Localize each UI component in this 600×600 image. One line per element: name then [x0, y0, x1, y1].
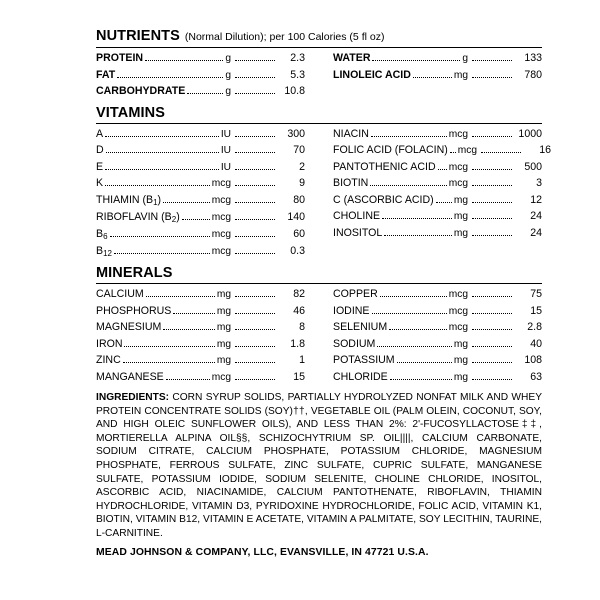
minerals-left-column: [96, 286, 319, 385]
nutrient-name: NIACIN: [333, 127, 369, 140]
nutrient-unit: mg: [453, 227, 468, 239]
leader-dots: [235, 236, 275, 237]
nutrient-name: PROTEIN: [96, 52, 144, 64]
nutrient-value: 70: [293, 144, 305, 156]
nutrient-name: SODIUM: [333, 337, 376, 350]
leader-dots: [372, 313, 447, 314]
nutrient-value: 1: [299, 354, 305, 367]
leader-dots: [472, 60, 512, 61]
nutrient-name: C (ASCORBIC ACID): [333, 193, 434, 206]
nutrient-unit: mg: [453, 355, 468, 367]
leader-dots: [114, 253, 210, 254]
nutrient-name: $B_{12}$: [96, 244, 112, 258]
leader-dots: [472, 362, 512, 363]
nutrient-name: PANTOTHENIC ACID: [333, 160, 436, 173]
ingredients-paragraph: [96, 391, 542, 540]
table-row: [333, 142, 552, 159]
nutrient-unit: mg: [216, 338, 231, 350]
leader-dots: [235, 202, 275, 203]
nutrient-value: 500: [524, 160, 542, 173]
nutrient-unit: mcg: [211, 228, 231, 240]
nutrient-value: 2.3: [290, 52, 305, 64]
nutrient-unit: g: [225, 86, 231, 97]
leader-dots: [382, 218, 452, 219]
nutrient-value: 2: [299, 160, 305, 173]
table-row: [96, 142, 305, 159]
nutrient-unit: mcg: [448, 161, 468, 173]
nutrient-unit: g: [225, 69, 231, 81]
leader-dots: [163, 202, 210, 203]
leader-dots: [472, 235, 512, 236]
nutrient-name: RIBOFLAVIN $(B_2)$: [96, 210, 180, 224]
leader-dots: [371, 136, 447, 137]
leader-dots: [235, 219, 275, 220]
leader-dots: [438, 169, 447, 170]
nutrient-value: 75: [530, 288, 542, 301]
table-row: [333, 319, 542, 336]
nutrient-name: FAT: [96, 68, 116, 81]
nutrient-unit: g: [225, 53, 231, 64]
nutrient-value: 80: [293, 193, 305, 206]
nutrient-value: 1.8: [290, 337, 305, 350]
table-row: [96, 336, 305, 353]
nutrient-value: 8: [299, 321, 305, 334]
leader-dots: [380, 296, 447, 297]
nutrient-value: 300: [287, 127, 305, 140]
nutrient-value: 2.8: [527, 321, 542, 334]
nutrient-name: WATER: [333, 52, 371, 64]
nutrient-name: K: [96, 177, 104, 189]
leader-dots: [436, 202, 452, 203]
nutrient-value: 63: [530, 370, 542, 383]
nutrient-name: CALCIUM: [96, 288, 144, 301]
table-row: [333, 159, 542, 176]
nutrient-unit: mcg: [457, 145, 478, 156]
nutrient-unit: g: [462, 53, 468, 64]
table-row: [333, 369, 542, 386]
leader-dots: [235, 136, 275, 137]
leader-dots: [123, 362, 215, 363]
vitamins-title: VITAMINS: [96, 104, 166, 121]
leader-dots: [472, 136, 512, 137]
company-address: MEAD JOHNSON & COMPANY, LLC, EVANSVILLE, IN 47721 U.S.A.: [96, 547, 429, 559]
nutrient-value: 24: [530, 226, 542, 239]
nutrient-value: 12: [530, 193, 542, 206]
leader-dots: [450, 152, 456, 153]
table-row: [96, 192, 305, 209]
nutrient-value: 3: [536, 177, 542, 189]
leader-dots: [235, 296, 275, 297]
nutrient-name: MANGANESE: [96, 370, 164, 383]
nutrient-value: 10.8: [284, 85, 305, 97]
leader-dots: [146, 296, 215, 297]
nutrient-name: IRON: [96, 337, 123, 350]
leader-dots: [110, 236, 210, 237]
nutrient-unit: mg: [216, 322, 231, 334]
leader-dots: [235, 60, 275, 61]
table-row: [96, 159, 305, 176]
nutrients-header: [96, 28, 542, 44]
nutrient-name: $B_6$: [96, 227, 108, 241]
leader-dots: [235, 346, 275, 347]
leader-dots: [105, 185, 210, 186]
leader-dots: [235, 362, 275, 363]
leader-dots: [235, 93, 275, 94]
nutrient-name: IODINE: [333, 304, 370, 317]
leader-dots: [235, 169, 275, 170]
nutrient-unit: mcg: [448, 322, 468, 334]
table-row: [96, 126, 305, 143]
vitamins-left-column: [96, 126, 319, 261]
minerals-section: [96, 284, 542, 385]
nutrient-value: 15: [293, 370, 305, 383]
nutrient-unit: mg: [216, 289, 231, 301]
table-row: [333, 208, 542, 225]
nutrient-unit: mcg: [448, 178, 468, 189]
nutrient-unit: mcg: [211, 245, 231, 257]
nutrient-value: 0.3: [290, 244, 305, 257]
table-row: [333, 50, 542, 67]
leader-dots: [105, 136, 219, 137]
leader-dots: [124, 346, 214, 347]
leader-dots: [235, 253, 275, 254]
macros-right-column: [319, 50, 542, 100]
nutrient-name: INOSITOL: [333, 226, 383, 239]
leader-dots: [472, 329, 512, 330]
leader-dots: [472, 296, 512, 297]
nutrient-value: 82: [293, 288, 305, 301]
nutrient-unit: mg: [453, 371, 468, 383]
nutrient-value: 108: [524, 354, 542, 367]
leader-dots: [235, 379, 275, 380]
nutrient-unit: mcg: [448, 305, 468, 317]
nutrient-name: E: [96, 160, 104, 173]
nutrient-unit: IU: [220, 128, 231, 140]
vitamins-section: [96, 124, 552, 261]
leader-dots: [106, 152, 219, 153]
table-row: [96, 352, 305, 369]
nutrient-value: 24: [530, 210, 542, 222]
nutrient-unit: mcg: [211, 194, 231, 206]
nutrient-name: BIOTIN: [333, 177, 369, 189]
leader-dots: [472, 185, 512, 186]
table-row: [333, 336, 542, 353]
leader-dots: [187, 93, 223, 94]
leader-dots: [472, 77, 512, 78]
leader-dots: [390, 379, 452, 380]
leader-dots: [413, 77, 452, 78]
ingredients-label: INGREDIENTS:: [96, 392, 170, 404]
nutrient-name: THIAMIN $(B_1)$: [96, 193, 162, 207]
nutrient-value: 5.3: [290, 68, 305, 81]
nutrient-unit: IU: [220, 145, 231, 156]
nutrient-name: MAGNESIUM: [96, 321, 162, 334]
table-row: [96, 67, 305, 84]
leader-dots: [472, 313, 512, 314]
table-row: [96, 243, 305, 260]
leader-dots: [372, 60, 460, 61]
leader-dots: [173, 313, 214, 314]
page-title: NUTRIENTS: [96, 28, 180, 44]
leader-dots: [105, 169, 219, 170]
table-row: [333, 126, 542, 143]
table-row: [96, 83, 305, 100]
table-row: [96, 303, 305, 320]
nutrient-unit: mg: [216, 355, 231, 367]
leader-dots: [397, 362, 452, 363]
leader-dots: [389, 329, 447, 330]
nutrient-name: CARBOHYDRATE: [96, 85, 186, 97]
nutrient-name: POTASSIUM: [333, 354, 395, 367]
nutrient-unit: mcg: [211, 371, 231, 383]
leader-dots: [472, 218, 512, 219]
page-subtitle: (Normal Dilution); per 100 Calories (5 fl oz): [184, 31, 385, 43]
table-row: [333, 352, 542, 369]
table-row: [333, 286, 542, 303]
leader-dots: [481, 152, 521, 153]
nutrient-value: 60: [293, 227, 305, 240]
nutrient-unit: mcg: [211, 178, 231, 189]
nutrient-name: PHOSPHORUS: [96, 304, 172, 317]
nutrient-unit: mcg: [448, 128, 468, 140]
leader-dots: [472, 169, 512, 170]
macros-section: [96, 48, 542, 100]
table-row: [333, 192, 542, 209]
nutrient-value: 40: [530, 337, 542, 350]
nutrient-name: SELENIUM: [333, 321, 388, 334]
leader-dots: [235, 77, 275, 78]
table-row: [333, 225, 542, 242]
nutrient-unit: mg: [453, 211, 468, 222]
leader-dots: [377, 346, 451, 347]
nutrient-value: 46: [293, 304, 305, 317]
nutrient-unit: mcg: [211, 211, 231, 223]
nutrient-value: 780: [524, 68, 542, 81]
nutrient-name: ZINC: [96, 354, 121, 367]
macros-left-column: [96, 50, 319, 100]
minerals-title: MINERALS: [96, 265, 173, 282]
leader-dots: [472, 346, 512, 347]
nutrient-unit: mg: [453, 194, 468, 206]
table-row: [96, 50, 305, 67]
ingredients-text: CORN SYRUP SOLIDS, PARTIALLY HYDROLYZED NONFAT MILK AND WHEY PROTEIN CONCENTRATE SOLIDS (SOY)††, VEGETABLE OIL (PALM OLEIN, COCONUT, SOY, AND HIGH OLEIC SUNFLOWER OILS), AND LESS THAN 2%: 2'-FUCOSYLLACTOSE‡‡, MORTIERELLA ALPINA OIL§§, SCHIZOCHYTRIUM SP. OIL||||, CALCIUM CARBONATE, SODIUM CITRATE, CALCIUM PHOSPHATE, POTASSIUM CHLORIDE, MAGNESIUM PHOSPHATE, FERROUS SULFATE, ZINC SULFATE, CUPRIC SULFATE, MANGANESE SULFATE, POTASSIUM IODIDE, SODIUM SELENITE, CHOLINE CHLORIDE, INOSITOL, ASCORBIC ACID, NIACINAMIDE, CALCIUM PANTOTHENATE, RIBOFLAVIN, THIAMIN HYDROCHLORIDE, VITAMIN D3, PYRIDOXINE HYDROCHLORIDE, FOLIC ACID, VITAMIN K1, BIOTIN, VITAMIN B12, VITAMIN E ACETATE, VITAMIN A PALMITATE, SOY LECITHIN, TAURINE, L-CARNITINE.: [96, 392, 542, 539]
nutrient-name: D: [96, 144, 104, 156]
leader-dots: [472, 379, 512, 380]
nutrient-unit: mg: [216, 305, 231, 317]
leader-dots: [384, 235, 452, 236]
nutrient-value: 1000: [518, 127, 542, 140]
table-row: [96, 369, 305, 386]
leader-dots: [117, 77, 223, 78]
nutrient-value: 9: [299, 177, 305, 189]
leader-dots: [472, 202, 512, 203]
nutrient-name: FOLIC ACID (FOLACIN): [333, 144, 448, 156]
nutrient-value: 133: [524, 52, 542, 64]
nutrient-name: CHLORIDE: [333, 370, 388, 383]
table-row: [333, 175, 542, 192]
leader-dots: [163, 329, 215, 330]
table-row: [333, 67, 542, 84]
nutrient-name: LINOLEIC ACID: [333, 68, 411, 81]
leader-dots: [235, 313, 275, 314]
table-row: [96, 209, 305, 226]
nutrient-unit: IU: [220, 161, 231, 173]
table-row: [333, 303, 542, 320]
nutrient-name: COPPER: [333, 288, 378, 301]
table-row: [96, 175, 305, 192]
nutrient-unit: mcg: [448, 289, 468, 301]
leader-dots: [235, 329, 275, 330]
nutrient-unit: mg: [453, 69, 468, 81]
nutrient-name: A: [96, 127, 104, 140]
nutrient-value: 16: [539, 144, 552, 156]
leader-dots: [145, 60, 223, 61]
leader-dots: [166, 379, 210, 380]
leader-dots: [370, 185, 446, 186]
minerals-right-column: [319, 286, 542, 385]
leader-dots: [182, 219, 210, 220]
nutrient-value: 140: [287, 210, 305, 223]
table-row: [96, 286, 305, 303]
table-row: [96, 226, 305, 243]
vitamins-right-column: [319, 126, 552, 261]
nutrient-name: CHOLINE: [333, 210, 381, 222]
table-row: [96, 319, 305, 336]
leader-dots: [235, 185, 275, 186]
nutrient-value: 15: [530, 304, 542, 317]
leader-dots: [235, 152, 275, 153]
nutrient-unit: mg: [453, 338, 468, 350]
